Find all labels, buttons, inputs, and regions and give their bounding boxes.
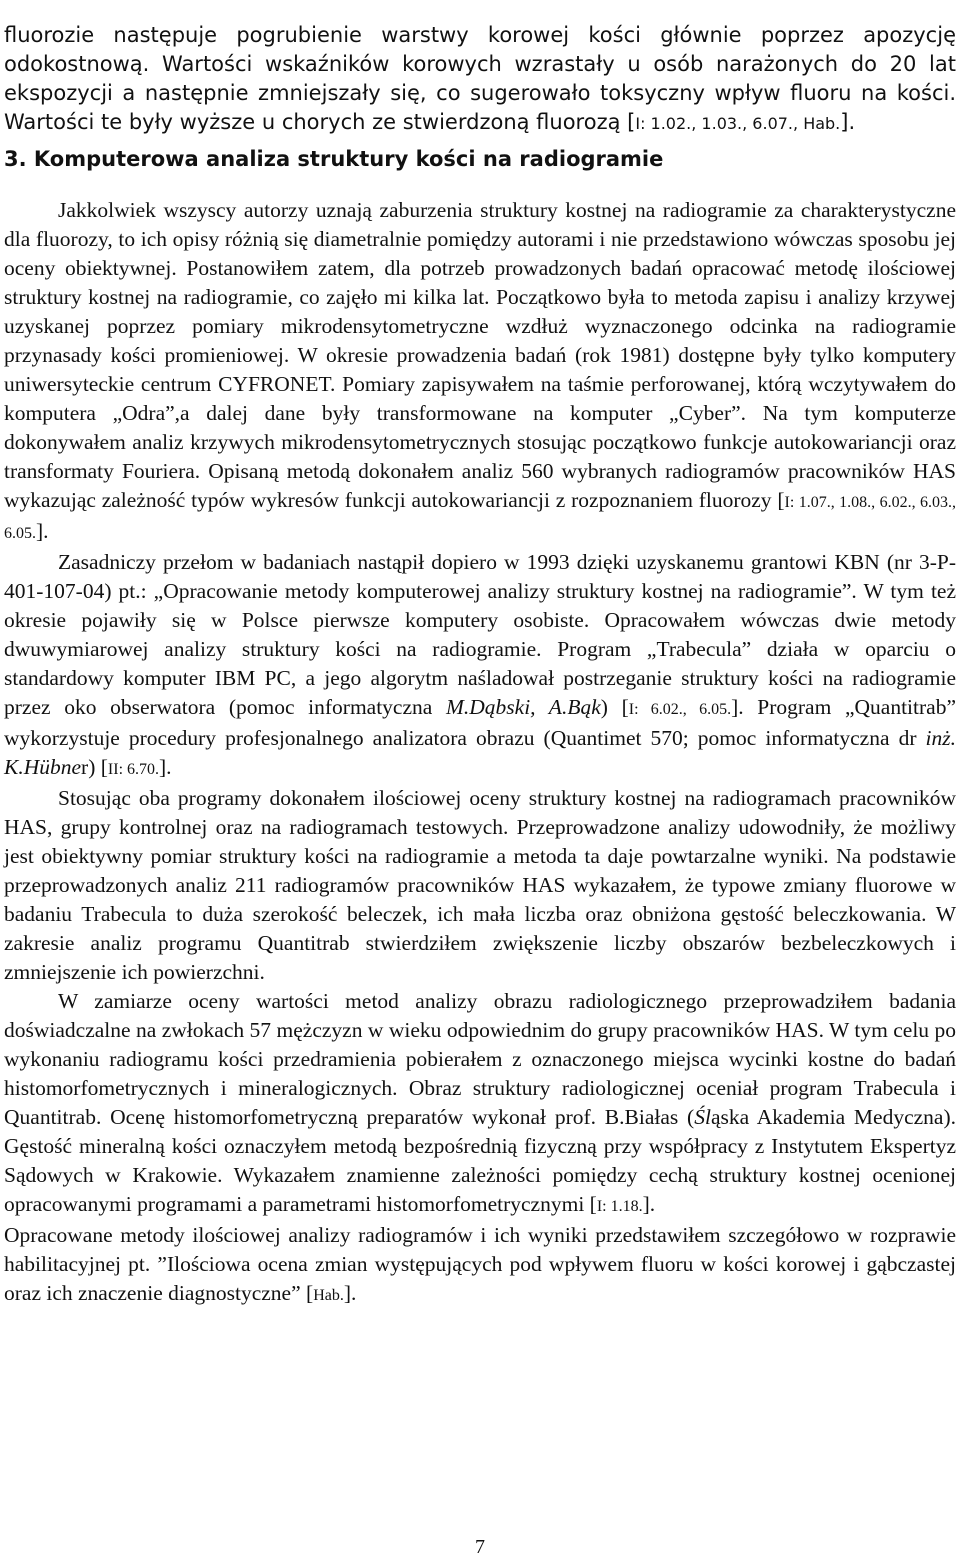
citation: Hab. <box>313 1287 344 1304</box>
paragraph-end: ]. <box>159 755 172 779</box>
paragraph-end: ]. <box>343 1281 357 1305</box>
document-page <box>4 0 956 1564</box>
paragraph-emphasis: Śl <box>694 1105 711 1129</box>
section-body <box>4 196 956 1310</box>
paragraph-5 <box>4 1221 956 1310</box>
paragraph-emphasis: inż. K.Hübne <box>4 726 956 779</box>
paragraph-text: ) [ <box>600 695 629 719</box>
citation: I: 6.02., 6.05. <box>628 701 732 718</box>
paragraph-text: Zasadniczy przełom w badaniach nastąpił dopiero w 1993 dzięki uzyskanemu grantowi KBN (nr 3-P-401-107-04) pt.: „Opracowanie metody komputerowej analizy struktury kostnej na radiogramie”. W tym też okresie pojawiły się w Polsce pierwsze komputery osobiste. Opracowałem wówczas dwie metody dwuwymiarowej analizy struktury kości na radiogramie. Program „Trabecula” działa w oparciu o standardowy komputer IBM PC, a jego algorytm naśladował postrzeganie struktury kości na radiogramie przez oko obserwatora (pomoc informatyczna <box>4 550 956 719</box>
citation: I: 1.02., 1.03., 6.07., Hab. <box>635 114 841 133</box>
intro-text: fluorozie następuje pogrubienie warstwy korowej kości głównie poprzez apozycję odokostnową. Wartości wskaźników korowych wzrastały u osób narażonych do 20 lat ekspozycji a następnie zmniejszały się, co sugerowało toksyczny wpływ fluoru na kości. Wartości te były wyższe u chorych ze stwierdzoną fluorozą [ <box>4 23 956 134</box>
paragraph-text: ąska Akademia Medyczna). Gęstość mineralną kości oznaczyłem metodą bezpośrednią fizyczną przy współpracy z Instytutem Ekspertyz Sądowych w Krakowie. Wykazałem znamienne zależności pomiędzy cechą struktury kostnej ocenionej opracowanymi programami a parametrami histomorfometrycznymi [ <box>4 1105 956 1216</box>
section-heading: 3. Komputerowa analiza struktury kości na radiogramie <box>4 147 664 171</box>
paragraph-text: Opracowane metody ilościowej analizy radiogramów i ich wyniki przedstawiłem szczegółowo w rozprawie habilitacyjnej pt. ”Ilościowa ocena zmian występujących pod wpływem fluoru w kości korowej i gąbczastej oraz ich znaczenie diagnostyczne” [ <box>4 1223 956 1305</box>
citation: I: 1.18. <box>596 1198 643 1215</box>
paragraph-end: ]. <box>36 519 49 543</box>
paragraph-1 <box>4 196 956 548</box>
paragraph-text: Jakkolwiek wszyscy autorzy uznają zaburzenia struktury kostnej na radiogramie za charakterystyczne dla fluorozy, to ich opisy różnią się diametralnie pomiędzy autorami i nie przedstawiono wówczas sposobu jej oceny obiektywnej. Postanowiłem zatem, dla potrzeb prowadzonych badań opracować metodę ilościowej struktury kostnej na radiogramie, co zajęło mi kilka lat. Początkowo była to metoda zapisu i analizy krzywej uzyskanej poprzez pomiary mikrodensytometryczne wzdłuż wyznaczonego odcinka na radiogramie przynasady kości promieniowej. W okresie prowadzenia badań (rok 1981) dostępne były tylko komputery uniwersyteckie centrum CYFRONET. Pomiary zapisywałem na taśmie perforowanej, którą wczytywałem do komputera „Odra”,a dalej dane były transformowane na komputer „Cyber”. Na tym komputerze dokonywałem analiz krzywych mikrodensytometrycznych stosując początkowo funkcje autokowariancji oraz transformaty Fouriera. Opisaną metodą dokonałem analiz 560 wybranych radiogramów pracowników HAS wykazując zależność typów wykresów funkcji autokowariancji z rozpoznaniem fluorozy [ <box>4 198 956 512</box>
paragraph-2 <box>4 548 956 784</box>
paragraph-text: r) [ <box>81 755 108 779</box>
citation: I: 1.07., 1.08., 6.02., 6.03., 6.05. <box>4 494 957 542</box>
paragraph-text: ]. Program „Quantitrab” wykorzystuje procedury profesjonalnego analizatora obrazu (Quantimet 570; pomoc informatyczna dr <box>4 695 956 750</box>
paragraph-end: ]. <box>642 1192 656 1216</box>
paragraph-text: W zamiarze oceny wartości metod analizy obrazu radiologicznego przeprowadziłem badania doświadczalne na zwłokach 57 mężczyzn w wieku odpowiednim do grupy pracowników HAS. W tym celu po wykonaniu radiogramu kości przedramienia pobierałem z oznaczonego miejsca wycinki kostne do badań histomorfometrycznych i mineralogicznych. Obraz struktury radiologicznej oceniał program Trabecula i Quantitrab. Ocenę histomorfometryczną preparatów wykonał prof. B.Białas ( <box>4 989 956 1129</box>
paragraph-emphasis: M.Dąbski, A.Bąk <box>445 695 601 719</box>
intro-paragraph <box>4 21 956 138</box>
page-number: 7 <box>475 1536 485 1558</box>
intro-end: ]. <box>840 110 856 134</box>
paragraph-4 <box>4 987 956 1221</box>
citation: II: 6.70. <box>107 761 160 778</box>
paragraph-3: Stosując oba programy dokonałem ilościowej oceny struktury kostnej na radiogramach pracowników HAS, grupy kontrolnej oraz na radiogramach testowych. Przeprowadzone analizy udowodniły, że możliwy jest obiektywny pomiar struktury kości na radiogramie a metoda ta daje powtarzalne wyniki. Na podstawie przeprowadzonych analiz 211 radiogramów pracowników HAS wykazałem, że typowe zmiany fluorowe w badaniu Trabecula to duża szerokość beleczek, ich mała liczba oraz obniżona gęstość beleczkowania. W zakresie analiz programu Quantitrab stwierdziłem zwiększenie liczby obszarów bezbeleczkowych i zmniejszenie ich powierzchni. <box>4 786 956 984</box>
